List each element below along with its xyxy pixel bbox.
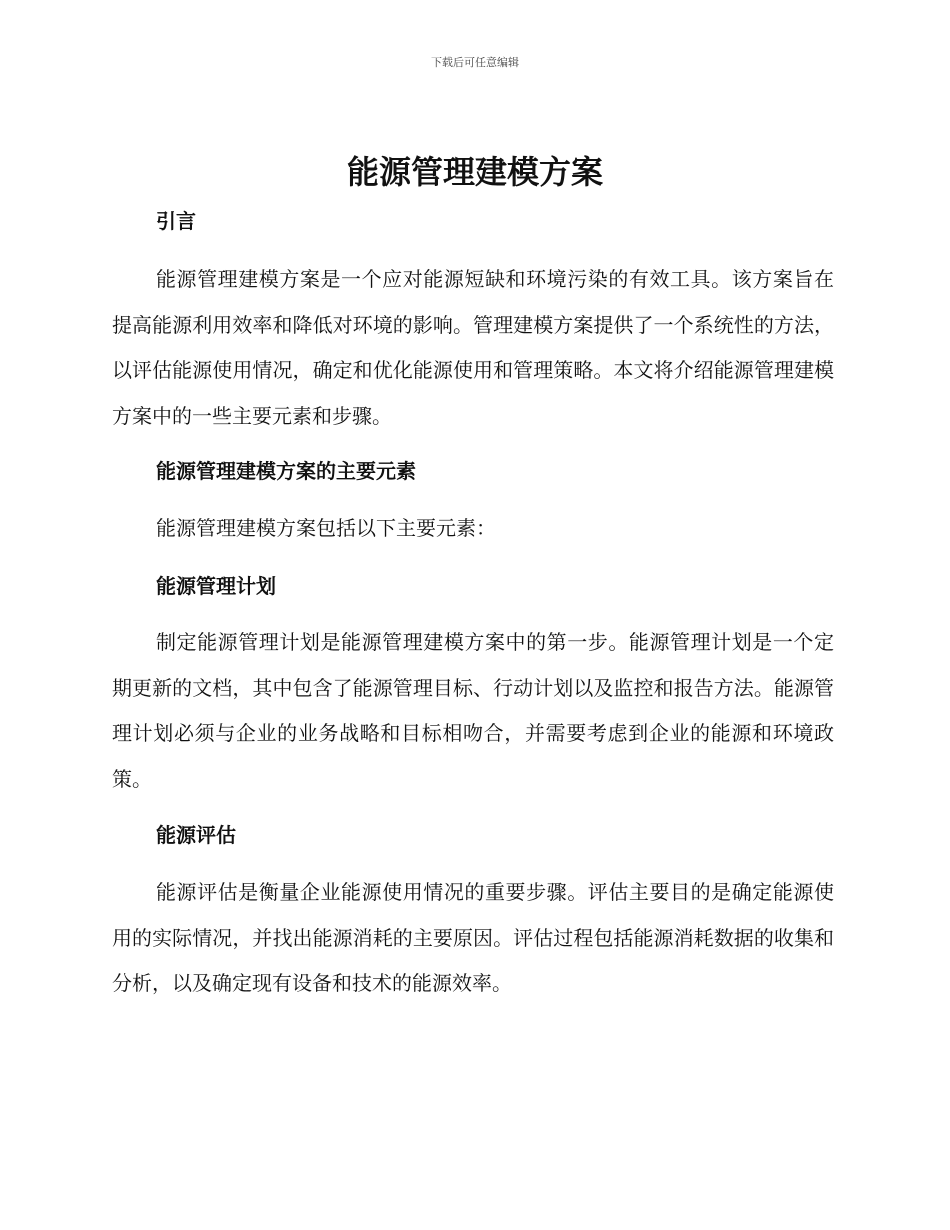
heading-introduction: 引言	[156, 209, 196, 233]
paragraph-energy-plan: 制定能源管理计划是能源管理建模方案中的第一步。能源管理计划是一个定期更新的文档，其中包含了能源管理目标、行动计划以及监控和报告方法。能源管理计划必须与企业的业务战略和目标相吻合，并需要考虑到企业的能源和环境政策。	[112, 630, 834, 791]
heading-energy-plan: 能源管理计划	[156, 574, 276, 598]
paragraph-energy-assessment: 能源评估是衡量企业能源使用情况的重要步骤。评估主要目的是确定能源使用的实际情况，并找出能源消耗的主要原因。评估过程包括能源消耗数据的收集和分析，以及确定现有设备和技术的能源效率。	[112, 880, 834, 995]
heading-energy-assessment: 能源评估	[156, 823, 236, 847]
page-header-note: 下载后可任意编辑	[431, 56, 519, 69]
document-title: 能源管理建模方案	[346, 153, 603, 191]
paragraph-main-elements: 能源管理建模方案包括以下主要元素：	[156, 516, 496, 540]
heading-main-elements: 能源管理建模方案的主要元素	[156, 459, 416, 483]
paragraph-introduction: 能源管理建模方案是一个应对能源短缺和环境污染的有效工具。该方案旨在提高能源利用效率和降低对环境的影响。管理建模方案提供了一个系统性的方法，以评估能源使用情况，确定和优化能源使用和管理策略。本文将介绍能源管理建模方案中的一些主要元素和步骤。	[112, 267, 834, 428]
